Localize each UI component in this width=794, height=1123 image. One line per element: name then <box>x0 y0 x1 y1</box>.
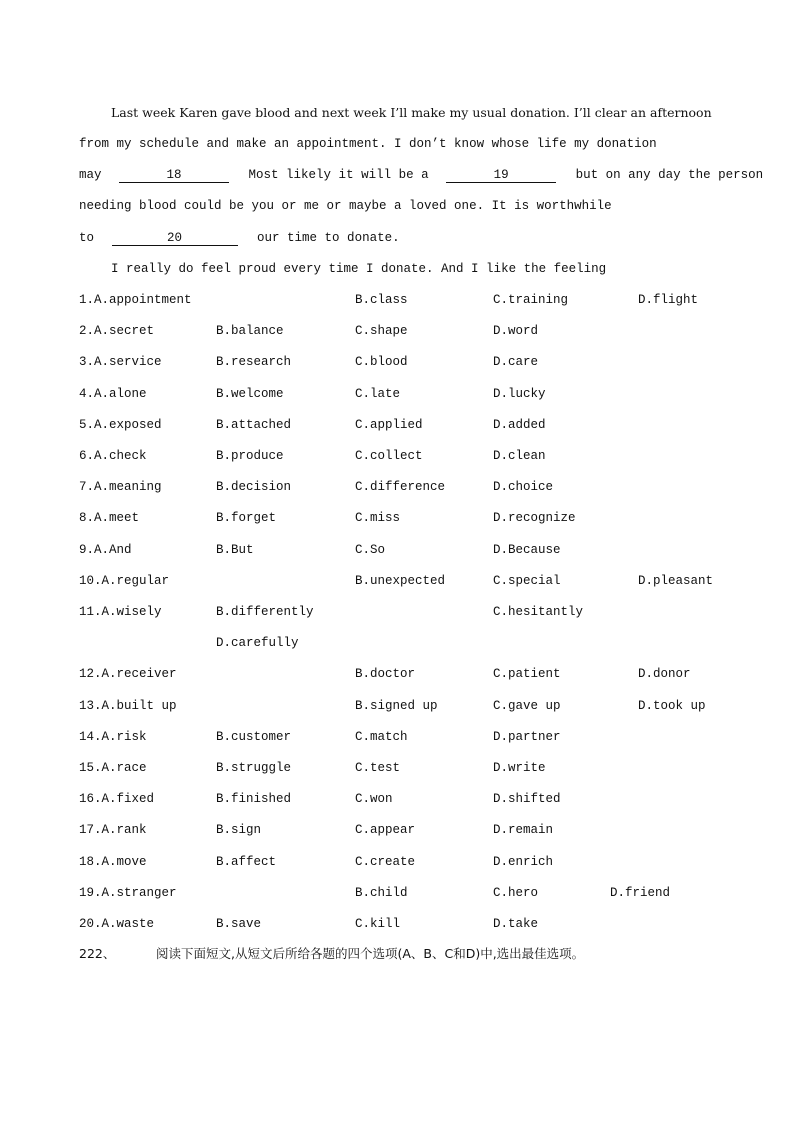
option-c: C.create <box>355 855 416 869</box>
option-a: 10.A.regular <box>79 574 170 588</box>
option-c: B.class <box>355 293 408 307</box>
option-b: B.struggle <box>216 761 292 775</box>
section-number: 222、 <box>79 946 116 961</box>
option-d: C.special <box>493 574 561 588</box>
option-a: 18.A.move <box>79 855 147 869</box>
blank-20: 20 <box>112 231 238 246</box>
option-a: 5.A.exposed <box>79 418 162 432</box>
passage-line-2: from my schedule and make an appointment. I don’t know whose life my donation <box>79 137 657 151</box>
option-a: 16.A.fixed <box>79 792 155 806</box>
option-c: B.doctor <box>355 667 416 681</box>
option-d: D.take <box>493 917 539 931</box>
passage-text: but on any day the person <box>575 168 764 182</box>
option-d: D.word <box>493 324 539 338</box>
option-c: C.difference <box>355 480 446 494</box>
passage-text: Most likely it will be a <box>248 168 429 182</box>
option-d: D.remain <box>493 823 554 837</box>
option-a: 13.A.built up <box>79 699 177 713</box>
option-e: D.friend <box>610 886 671 900</box>
option-d: D.recognize <box>493 511 576 525</box>
option-c: C.shape <box>355 324 408 338</box>
option-c: C.won <box>355 792 393 806</box>
option-b: B.differently <box>216 605 314 619</box>
passage-line-1: Last week Karen gave blood and next week I’ll make my usual donation. I’ll clear an afternoon <box>111 105 712 120</box>
option-b: D.carefully <box>216 636 299 650</box>
option-c: C.miss <box>355 511 401 525</box>
option-b: B.save <box>216 917 262 931</box>
option-d: D.enrich <box>493 855 554 869</box>
blank-19: 19 <box>446 168 556 183</box>
option-d: D.clean <box>493 449 546 463</box>
option-a: 2.A.secret <box>79 324 155 338</box>
option-d: C.patient <box>493 667 561 681</box>
option-d: C.hesitantly <box>493 605 584 619</box>
option-b: B.customer <box>216 730 292 744</box>
option-d: D.partner <box>493 730 561 744</box>
blank-18: 18 <box>119 168 229 183</box>
passage-line-4: needing blood could be you or me or maybe a loved one. It is worthwhile <box>79 199 612 213</box>
passage-line-3 <box>79 167 763 183</box>
passage-line-5 <box>79 230 400 246</box>
option-d: D.write <box>493 761 546 775</box>
option-d: D.added <box>493 418 546 432</box>
option-a: 3.A.service <box>79 355 162 369</box>
option-c: C.So <box>355 543 386 557</box>
passage-text: may <box>79 168 102 182</box>
option-c: C.applied <box>355 418 423 432</box>
passage-text: to <box>79 231 95 245</box>
option-c: C.test <box>355 761 401 775</box>
option-c: C.match <box>355 730 408 744</box>
option-b: B.finished <box>216 792 292 806</box>
option-b: B.But <box>216 543 254 557</box>
option-c: C.kill <box>355 917 401 931</box>
option-b: B.attached <box>216 418 292 432</box>
passage-text: our time to donate. <box>257 231 400 245</box>
option-a: 6.A.check <box>79 449 147 463</box>
option-b: B.balance <box>216 324 284 338</box>
option-d: C.gave up <box>493 699 561 713</box>
option-b: B.decision <box>216 480 292 494</box>
option-d: D.lucky <box>493 387 546 401</box>
option-a: 4.A.alone <box>79 387 147 401</box>
option-c: B.unexpected <box>355 574 446 588</box>
option-d: C.training <box>493 293 569 307</box>
option-a: 17.A.rank <box>79 823 147 837</box>
option-b: B.forget <box>216 511 277 525</box>
option-a: 1.A.appointment <box>79 293 192 307</box>
option-c: B.child <box>355 886 408 900</box>
option-a: 8.A.meet <box>79 511 140 525</box>
option-e: D.donor <box>638 667 691 681</box>
option-e: D.took up <box>638 699 706 713</box>
option-b: B.research <box>216 355 292 369</box>
option-d: D.care <box>493 355 539 369</box>
option-a: 9.A.And <box>79 543 132 557</box>
option-c: C.blood <box>355 355 408 369</box>
option-b: B.produce <box>216 449 284 463</box>
option-e: D.pleasant <box>638 574 714 588</box>
section-instruction: 阅读下面短文,从短文后所给各题的四个选项(A、B、C和D)中,选出最佳选项。 <box>156 946 585 961</box>
option-c: C.collect <box>355 449 423 463</box>
option-d: D.choice <box>493 480 554 494</box>
option-a: 12.A.receiver <box>79 667 177 681</box>
option-a: 7.A.meaning <box>79 480 162 494</box>
option-e: D.flight <box>638 293 699 307</box>
passage-line-6: I really do feel proud every time I donate. And I like the feeling <box>111 262 607 276</box>
option-b: B.sign <box>216 823 262 837</box>
option-c: C.late <box>355 387 401 401</box>
option-a: 15.A.race <box>79 761 147 775</box>
option-a: 20.A.waste <box>79 917 155 931</box>
option-c: C.appear <box>355 823 416 837</box>
option-c: B.signed up <box>355 699 438 713</box>
option-d: D.shifted <box>493 792 561 806</box>
option-d: D.Because <box>493 543 561 557</box>
option-a: 11.A.wisely <box>79 605 162 619</box>
option-b: B.welcome <box>216 387 284 401</box>
option-b: B.affect <box>216 855 277 869</box>
option-a: 14.A.risk <box>79 730 147 744</box>
option-a: 19.A.stranger <box>79 886 177 900</box>
option-d: C.hero <box>493 886 539 900</box>
